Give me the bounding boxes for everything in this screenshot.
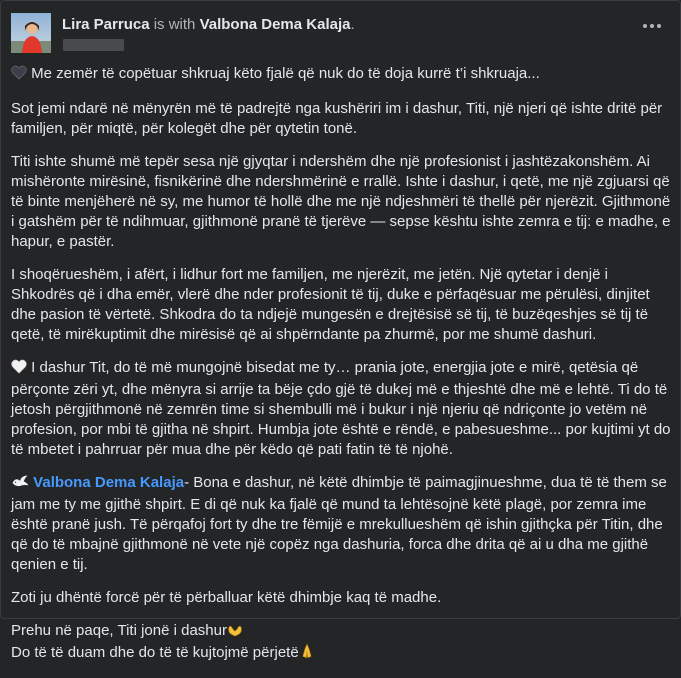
post-header-text (62, 16, 355, 34)
post-meta-redacted (63, 39, 124, 51)
paragraph-6-text: - Bona e dashur, në këtë dhimbje të paimagjinueshme, dua të të them se jam me ty me gjithë shpirt. E di që nuk ka fjalë që mund ta lehtësojnë këtë plagë, por zemra ime është pranë jush. Të përqafoj fort ty dhe tre fëmijë e mrekullueshëm që ishin gjithçka për Titin, dhe që do të mbajnë gjithmonë në vete një copëz nga dashuria, forca dhe drita që ai u dha me gjithë qenien e tij. (11, 474, 667, 573)
paragraph-1-text: Me zemër të copëtuar shkruaj këto fjalë që nuk do të doja kurrë t’i shkruaja... (31, 65, 540, 82)
paragraph-7: Zoti ju dhëntë forcë për të përballuar këtë dhimbje kaq të madhe. (11, 589, 442, 606)
author-name[interactable]: Lira Parruca (62, 16, 150, 33)
with-text: is with (149, 16, 200, 33)
heart-hands-icon (227, 623, 243, 643)
paragraph-5 (11, 358, 671, 460)
more-options-icon (642, 16, 662, 34)
period: . (350, 16, 355, 33)
white-heart-icon (11, 359, 27, 380)
folded-hands-icon (299, 643, 315, 665)
dove-icon (11, 474, 29, 495)
tagged-person[interactable]: Valbona Dema Kalaja (199, 16, 351, 33)
post-header (11, 13, 670, 57)
paragraph-2: Sot jemi ndarë në mënyrën më të padrejtë nga kushëriri im i dashur, Titi, një njeri që ishte dritë për familjen, për miqtë, për kolegët dhe për qytetin tonë. (11, 100, 663, 137)
dark-heart-icon (11, 65, 27, 86)
paragraph-8-line-2: Do të të duam dhe do të të kujtojmë përjetë (11, 644, 299, 661)
paragraph-8 (11, 621, 671, 665)
mention-link[interactable]: Valbona Dema Kalaja (33, 474, 185, 491)
paragraph-5-text: I dashur Tit, do të më mungojnë bisedat me ty… prania jote, energjia jote e mirë, qetësia që përçonte zëri yt, dhe mënyra si arrije ta bëje çdo gjë të dukej më e thjeshtë dhe më e lehtë. Ti do të jetosh përgjithmonë në zemrën time si shembulli më i bukur i një njeriu që ndriçonte jo vetëm në profesion, por mbi të gjitha në shpirt. Humbja jote është e rëndë, e pabesueshme... por kujtimi yt do të mbetet i pahrruar për mua dhe për këdo që pati fatin të të njohë. (11, 359, 671, 458)
paragraph-4: I shoqërueshëm, i afërt, i lidhur fort me familjen, me njerëzit, me jetën. Një qytetar i denjë i Shkodrës që i dha emër, vlerë dhe nder profesionit të tij, duke e përfaqësuar me përulësi, dinjitet dhe pasion të vërtetë. Shkodra do ta ndjejë mungesën e drejtësisë së tij, të buzëqeshjes së tij të qetë, të mirëkuptimit dhe mirësisë që ai shpërndante pa zhurmë, por me shumë dashuri. (11, 266, 650, 343)
avatar[interactable] (11, 13, 51, 53)
paragraph-3: Titi ishte shumë më tepër sesa një gjyqtar i ndershëm dhe një profesionist i jashtëzakonshëm. Ai mishëronte mirësinë, fisnikërinë dhe ndershmërinë e rrallë. Ishte i dashur, i qetë, me një zgjuarsi që të binte menjëherë në sy, me humor të hollë dhe me një ndjeshmëri të thellë për njerëzit. Gjithmonë i gatshëm për të ndihmuar, gjithmonë pranë të tjerëve — sepse kështu ishte zemra e tij: e madhe, e hapur, e pastër. (11, 153, 671, 250)
paragraph-8-line-1: Prehu në paqe, Titi jonë i dashur (11, 622, 227, 639)
paragraph-6 (11, 473, 671, 575)
post-body (11, 64, 671, 678)
more-options-button[interactable] (642, 15, 662, 35)
paragraph-1 (11, 64, 671, 86)
